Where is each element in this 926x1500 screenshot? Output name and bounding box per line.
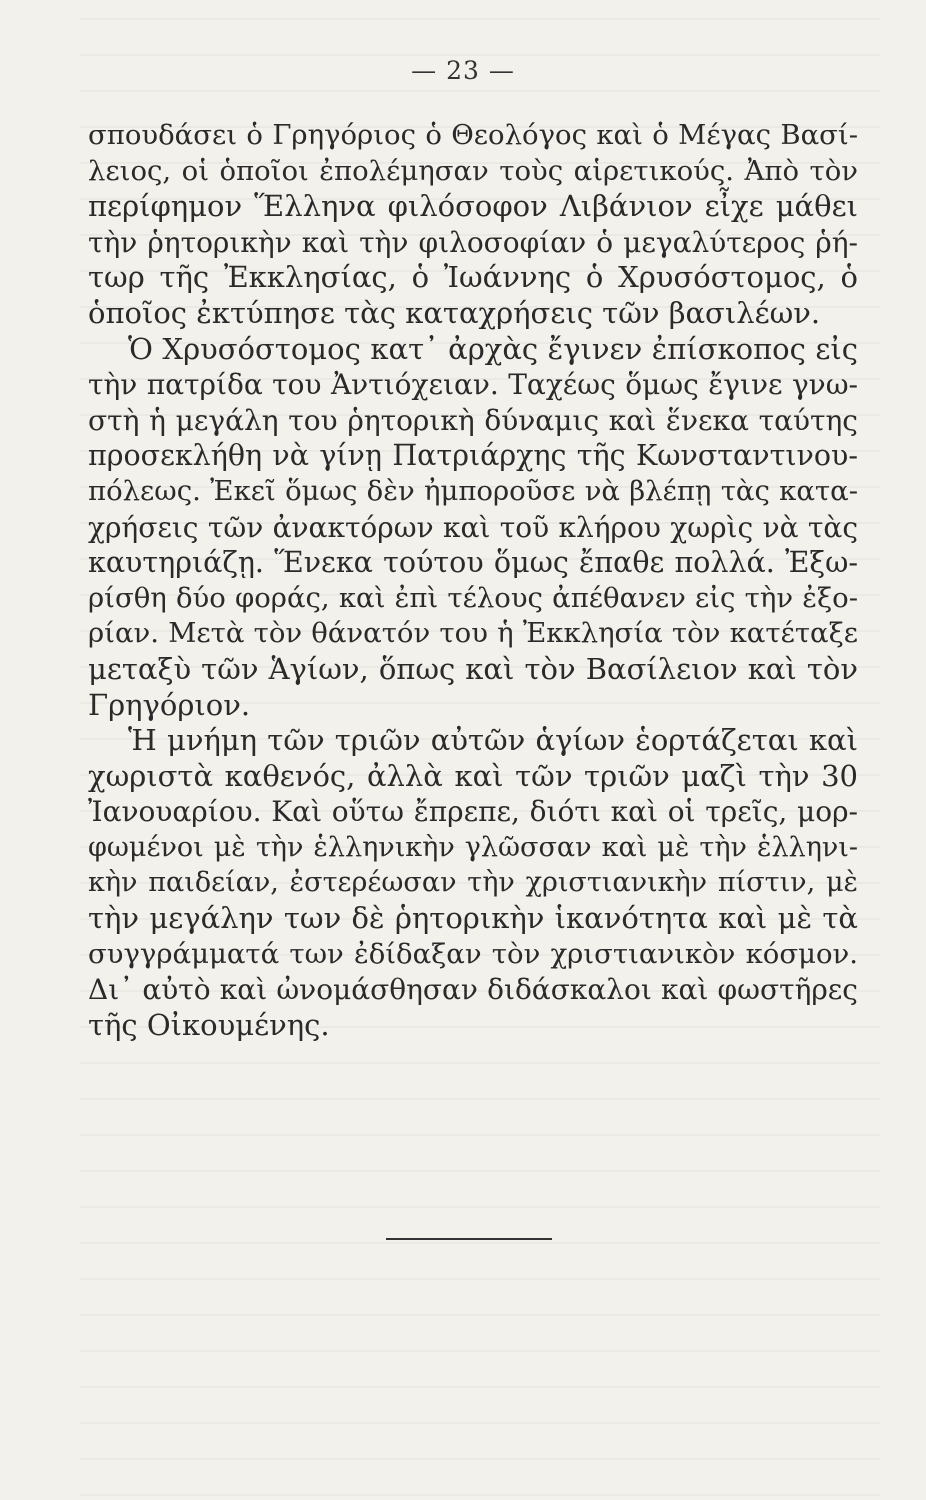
text-line: τὴν πατρίδα του Ἀντιόχειαν. Ταχέως ὅμως ἔγινε γνω- [88, 368, 858, 402]
text-line: Ὁ Χρυσόστομος κατ᾽ ἀρχὰς ἔγινεν ἐπίσκοπος εἰς [128, 331, 858, 366]
body-text [88, 118, 858, 1043]
section-divider-rule [386, 1238, 552, 1240]
text-line: Ἰανουαρίου. Καὶ οὕτω ἔπρεπε, διότι καὶ οἱ τρεῖς, μορ- [88, 795, 858, 829]
text-line: στὴ ἡ μεγάλη του ῥητορικὴ δύναμις καὶ ἕνεκα ταύτης [88, 403, 858, 437]
text-line: χωριστὰ καθενός, ἀλλὰ καὶ τῶν τριῶν μαζὶ τὴν 30 [88, 758, 858, 793]
text-line: περίφημον Ἕλληνα φιλόσοφον Λιβάνιον εἶχε μάθει [88, 189, 858, 224]
text-line: τωρ τῆς Ἐκκλησίας, ὁ Ἰωάννης ὁ Χρυσόστομος, ὁ [88, 260, 858, 295]
text-line: ὁποῖος ἐκτύπησε τὰς καταχρήσεις τῶν βασιλέων. [88, 295, 821, 330]
text-line: τὴν ῥητορικὴν καὶ τὴν φιλοσοφίαν ὁ μεγαλύτερος ῥή- [88, 225, 858, 259]
text-line: μεταξὺ τῶν Ἁγίων, ὅπως καὶ τὸν Βασίλειον καὶ τὸν [88, 651, 858, 686]
text-line: ρίσθη δύο φοράς, καὶ ἐπὶ τέλους ἀπέθανεν εἰς τὴν ἐξο- [88, 581, 858, 614]
text-line: Γρηγόριον. [88, 687, 251, 722]
text-line: προσεκλήθη νὰ γίνῃ Πατριάρχης τῆς Κωνσταντινου- [88, 439, 858, 473]
text-line: χρήσεις τῶν ἀνακτόρων καὶ τοῦ κλήρου χωρὶς νὰ τὰς [88, 510, 858, 544]
text-line: Δι᾽ αὐτὸ καὶ ὠνομάσθησαν διδάσκαλοι καὶ φωστῆρες [88, 973, 858, 1007]
text-line: Ἡ μνήμη τῶν τριῶν αὐτῶν ἁγίων ἑορτάζεται καὶ [128, 723, 858, 758]
text-line: πόλεως. Ἐκεῖ ὅμως δὲν ἠμποροῦσε νὰ βλέπῃ τὰς κατα- [88, 474, 858, 507]
text-line: ρίαν. Μετὰ τὸν θάνατόν του ἡ Ἐκκλησία τὸν κατέταξε [88, 617, 858, 650]
text-line: τῆς Οἰκουμένης. [88, 1007, 330, 1042]
text-line: καυτηριάζῃ. Ἕνεκα τούτου ὅμως ἔπαθε πολλά. Ἐξω- [88, 546, 858, 580]
text-line: σπουδάσει ὁ Γρηγόριος ὁ Θεολόγος καὶ ὁ Μέγας Βασί- [88, 119, 858, 151]
text-line: φωμένοι μὲ τὴν ἑλληνικὴν γλῶσσαν καὶ μὲ τὴν ἑλληνι- [88, 831, 858, 863]
text-line: λειος, οἱ ὁποῖοι ἐπολέμησαν τοὺς αἱρετικούς. Ἀπὸ τὸν [88, 154, 858, 187]
page-number: — 23 — [411, 56, 515, 85]
text-line: τὴν μεγάλην των δὲ ῥητορικὴν ἱκανότητα καὶ μὲ τὰ [88, 901, 858, 936]
text-line: κὴν παιδείαν, ἐστερέωσαν τὴν χριστιανικὴν πίστιν, μὲ [88, 867, 858, 899]
text-line: συγγράμματά των ἐδίδαξαν τὸν χριστιανικὸν κόσμον. [88, 937, 858, 970]
